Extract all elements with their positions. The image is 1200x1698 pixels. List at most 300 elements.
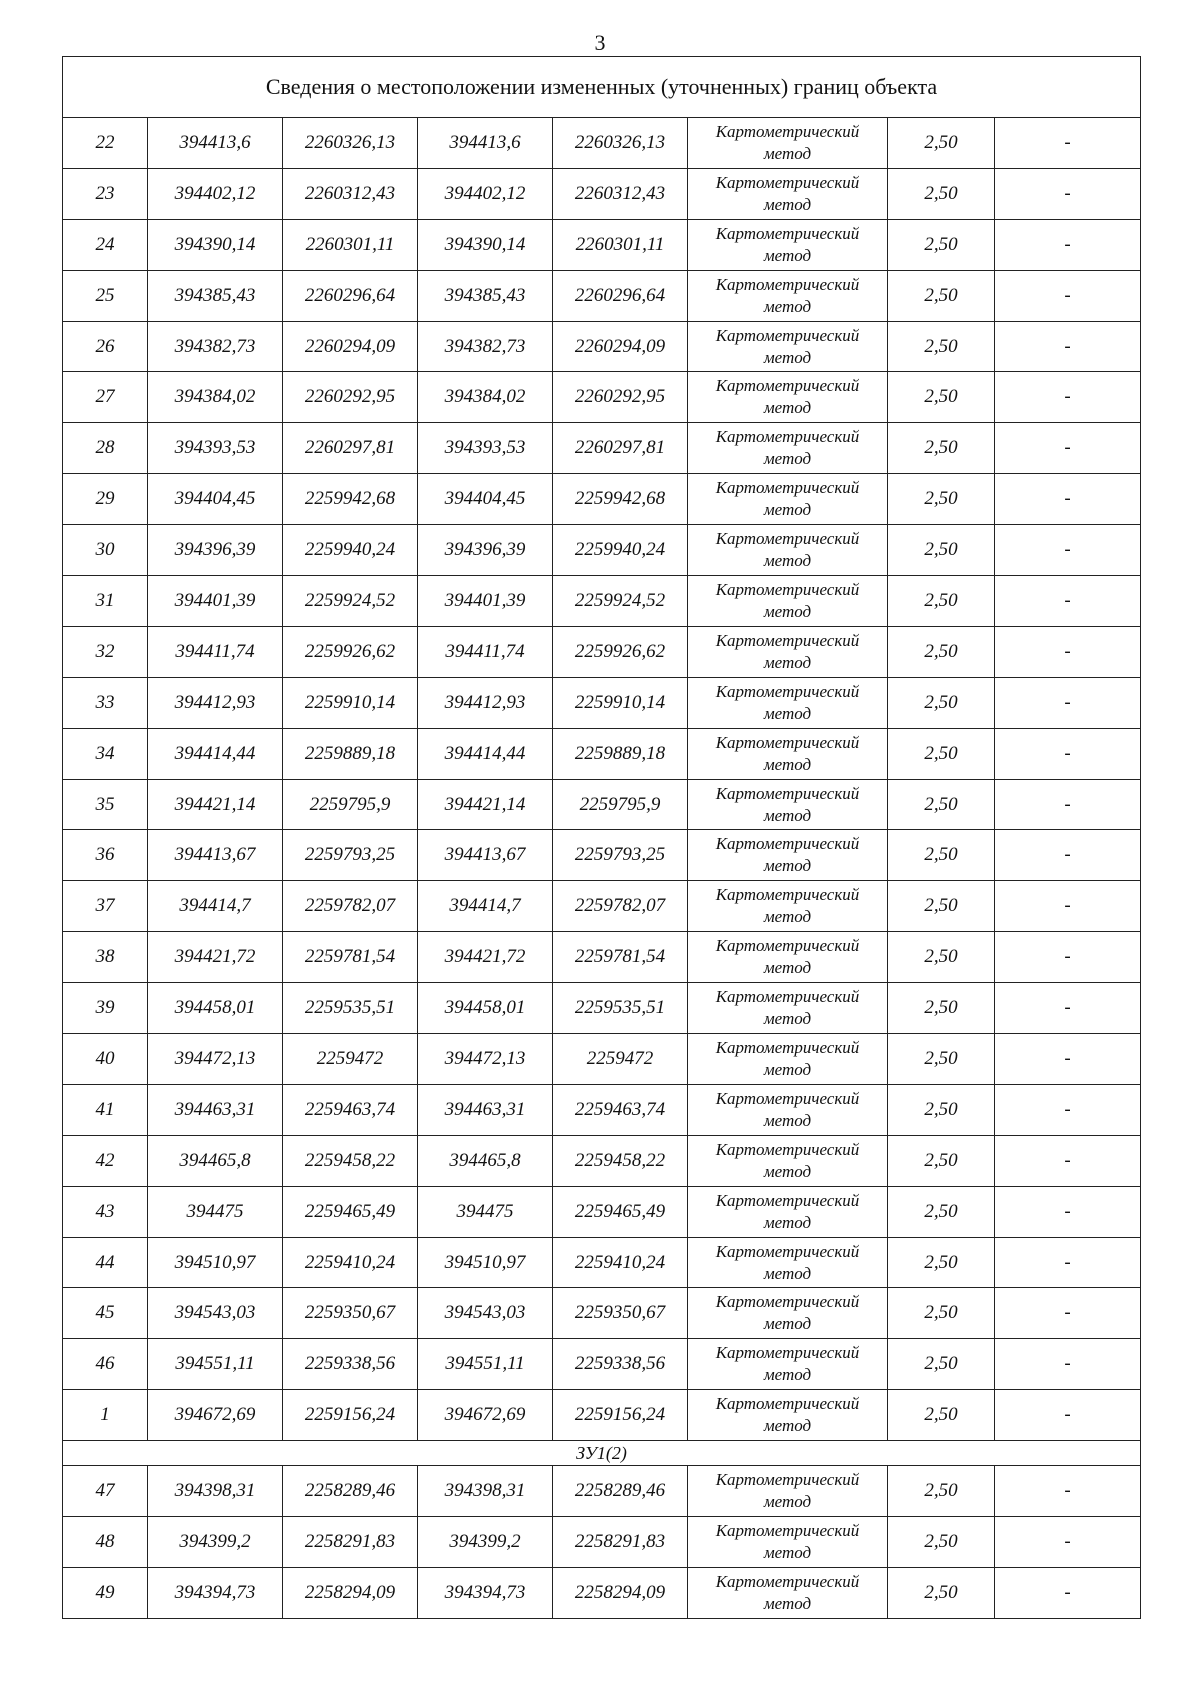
method-line-2: метод [763, 907, 812, 927]
accuracy-cell: 2,50 [888, 1034, 995, 1085]
method-line-2: метод [763, 703, 812, 723]
method-line-1: Картометрический [715, 732, 860, 752]
y-refined-cell: 2259782,07 [553, 881, 688, 932]
x-existing-cell: 394394,73 [148, 1567, 283, 1618]
method-cell [688, 168, 888, 219]
note-cell: - [995, 372, 1141, 423]
x-refined-cell: 394412,93 [418, 677, 553, 728]
note-cell: - [995, 830, 1141, 881]
point-number-cell: 39 [63, 983, 148, 1034]
boundary-coordinates-table [62, 56, 1141, 1619]
note-cell: - [995, 1339, 1141, 1390]
y-refined-cell: 2260326,13 [553, 118, 688, 169]
accuracy-cell: 2,50 [888, 168, 995, 219]
note-cell: - [995, 321, 1141, 372]
method-line-2: метод [763, 1110, 812, 1130]
method-line-2: метод [763, 194, 812, 214]
table-row [63, 168, 1141, 219]
method-line-1: Картометрический [715, 121, 860, 141]
method-cell [688, 830, 888, 881]
x-refined-cell: 394382,73 [418, 321, 553, 372]
x-existing-cell: 394390,14 [148, 219, 283, 270]
y-existing-cell: 2259793,25 [283, 830, 418, 881]
method-line-2: метод [763, 958, 812, 978]
y-refined-cell: 2259795,9 [553, 779, 688, 830]
method-cell [688, 1567, 888, 1618]
note-cell: - [995, 423, 1141, 474]
note-cell: - [995, 1466, 1141, 1517]
method-line-2: метод [763, 449, 812, 469]
point-number-cell: 41 [63, 1084, 148, 1135]
method-line-2: метод [763, 754, 812, 774]
method-line-1: Картометрический [715, 885, 860, 905]
x-refined-cell: 394402,12 [418, 168, 553, 219]
method-cell [688, 423, 888, 474]
y-refined-cell: 2259463,74 [553, 1084, 688, 1135]
method-line-1: Картометрический [715, 834, 860, 854]
x-refined-cell: 394394,73 [418, 1567, 553, 1618]
x-existing-cell: 394421,14 [148, 779, 283, 830]
method-line-2: метод [763, 1212, 812, 1232]
table-title: Сведения о местоположении измененных (уточненных) границ объекта [63, 57, 1141, 118]
x-refined-cell: 394421,72 [418, 932, 553, 983]
y-refined-cell: 2258289,46 [553, 1466, 688, 1517]
point-number-cell: 42 [63, 1135, 148, 1186]
accuracy-cell: 2,50 [888, 1567, 995, 1618]
method-line-2: метод [763, 1263, 812, 1283]
accuracy-cell: 2,50 [888, 983, 995, 1034]
method-line-2: метод [763, 1314, 812, 1334]
note-cell: - [995, 677, 1141, 728]
method-cell [688, 1390, 888, 1441]
table-row [63, 1186, 1141, 1237]
note-cell: - [995, 1517, 1141, 1568]
x-refined-cell: 394384,02 [418, 372, 553, 423]
note-cell: - [995, 270, 1141, 321]
method-line-2: метод [763, 856, 812, 876]
accuracy-cell: 2,50 [888, 1237, 995, 1288]
x-existing-cell: 394413,67 [148, 830, 283, 881]
point-number-cell: 23 [63, 168, 148, 219]
y-refined-cell: 2259338,56 [553, 1339, 688, 1390]
note-cell: - [995, 881, 1141, 932]
method-cell [688, 525, 888, 576]
method-line-2: метод [763, 601, 812, 621]
method-line-2: метод [763, 652, 812, 672]
table-row [63, 1390, 1141, 1441]
y-refined-cell: 2259410,24 [553, 1237, 688, 1288]
method-cell [688, 1135, 888, 1186]
method-cell [688, 881, 888, 932]
point-number-cell: 45 [63, 1288, 148, 1339]
method-line-1: Картометрический [715, 987, 860, 1007]
table-row [63, 321, 1141, 372]
y-existing-cell: 2260312,43 [283, 168, 418, 219]
method-line-1: Картометрический [715, 1241, 860, 1261]
y-refined-cell: 2259535,51 [553, 983, 688, 1034]
method-line-1: Картометрический [715, 1520, 860, 1540]
x-refined-cell: 394396,39 [418, 525, 553, 576]
point-number-cell: 30 [63, 525, 148, 576]
table-row [63, 626, 1141, 677]
point-number-cell: 28 [63, 423, 148, 474]
point-number-cell: 36 [63, 830, 148, 881]
x-existing-cell: 394672,69 [148, 1390, 283, 1441]
method-line-2: метод [763, 1009, 812, 1029]
y-existing-cell: 2259463,74 [283, 1084, 418, 1135]
y-existing-cell: 2258289,46 [283, 1466, 418, 1517]
x-existing-cell: 394413,6 [148, 118, 283, 169]
x-refined-cell: 394398,31 [418, 1466, 553, 1517]
note-cell: - [995, 728, 1141, 779]
x-existing-cell: 394411,74 [148, 626, 283, 677]
y-existing-cell: 2259472 [283, 1034, 418, 1085]
method-cell [688, 932, 888, 983]
y-refined-cell: 2259942,68 [553, 474, 688, 525]
y-existing-cell: 2258291,83 [283, 1517, 418, 1568]
table-row [63, 1567, 1141, 1618]
x-refined-cell: 394404,45 [418, 474, 553, 525]
point-number-cell: 31 [63, 576, 148, 627]
method-cell [688, 728, 888, 779]
x-refined-cell: 394421,14 [418, 779, 553, 830]
point-number-cell: 43 [63, 1186, 148, 1237]
note-cell: - [995, 168, 1141, 219]
table-body [63, 57, 1141, 1619]
y-refined-cell: 2259889,18 [553, 728, 688, 779]
x-existing-cell: 394414,7 [148, 881, 283, 932]
point-number-cell: 44 [63, 1237, 148, 1288]
method-cell [688, 372, 888, 423]
x-existing-cell: 394399,2 [148, 1517, 283, 1568]
method-cell [688, 626, 888, 677]
table-row [63, 576, 1141, 627]
method-line-2: метод [763, 805, 812, 825]
y-refined-cell: 2260297,81 [553, 423, 688, 474]
table-title-row [63, 57, 1141, 118]
x-existing-cell: 394510,97 [148, 1237, 283, 1288]
y-existing-cell: 2260292,95 [283, 372, 418, 423]
method-cell [688, 1339, 888, 1390]
x-existing-cell: 394475 [148, 1186, 283, 1237]
x-existing-cell: 394398,31 [148, 1466, 283, 1517]
y-existing-cell: 2259465,49 [283, 1186, 418, 1237]
y-refined-cell: 2260292,95 [553, 372, 688, 423]
point-number-cell: 27 [63, 372, 148, 423]
point-number-cell: 34 [63, 728, 148, 779]
y-existing-cell: 2260297,81 [283, 423, 418, 474]
method-line-2: метод [763, 500, 812, 520]
note-cell: - [995, 932, 1141, 983]
table-row [63, 1237, 1141, 1288]
y-existing-cell: 2259410,24 [283, 1237, 418, 1288]
method-cell [688, 1034, 888, 1085]
method-line-2: метод [763, 296, 812, 316]
x-existing-cell: 394402,12 [148, 168, 283, 219]
accuracy-cell: 2,50 [888, 219, 995, 270]
accuracy-cell: 2,50 [888, 372, 995, 423]
table-row [63, 779, 1141, 830]
point-number-cell: 24 [63, 219, 148, 270]
method-cell [688, 1466, 888, 1517]
method-line-1: Картометрический [715, 630, 860, 650]
accuracy-cell: 2,50 [888, 626, 995, 677]
note-cell: - [995, 219, 1141, 270]
x-refined-cell: 394414,44 [418, 728, 553, 779]
method-line-1: Картометрический [715, 681, 860, 701]
note-cell: - [995, 1390, 1141, 1441]
accuracy-cell: 2,50 [888, 881, 995, 932]
x-existing-cell: 394465,8 [148, 1135, 283, 1186]
y-existing-cell: 2259910,14 [283, 677, 418, 728]
method-line-2: метод [763, 143, 812, 163]
method-cell [688, 474, 888, 525]
note-cell: - [995, 118, 1141, 169]
method-line-1: Картометрический [715, 1037, 860, 1057]
point-number-cell: 48 [63, 1517, 148, 1568]
method-line-1: Картометрический [715, 936, 860, 956]
y-refined-cell: 2259910,14 [553, 677, 688, 728]
method-cell [688, 219, 888, 270]
method-cell [688, 576, 888, 627]
x-refined-cell: 394413,67 [418, 830, 553, 881]
table-row [63, 525, 1141, 576]
method-line-2: метод [763, 245, 812, 265]
method-line-1: Картометрический [715, 427, 860, 447]
method-line-2: метод [763, 1593, 812, 1613]
accuracy-cell: 2,50 [888, 576, 995, 627]
y-existing-cell: 2260301,11 [283, 219, 418, 270]
x-refined-cell: 394472,13 [418, 1034, 553, 1085]
method-line-1: Картометрический [715, 478, 860, 498]
y-refined-cell: 2260312,43 [553, 168, 688, 219]
accuracy-cell: 2,50 [888, 270, 995, 321]
method-line-2: метод [763, 1161, 812, 1181]
method-cell [688, 1288, 888, 1339]
accuracy-cell: 2,50 [888, 932, 995, 983]
point-number-cell: 26 [63, 321, 148, 372]
x-existing-cell: 394401,39 [148, 576, 283, 627]
x-refined-cell: 394458,01 [418, 983, 553, 1034]
x-refined-cell: 394543,03 [418, 1288, 553, 1339]
method-line-1: Картометрический [715, 223, 860, 243]
section-label: ЗУ1(2) [63, 1441, 1141, 1466]
method-line-2: метод [763, 398, 812, 418]
y-refined-cell: 2259156,24 [553, 1390, 688, 1441]
table-row [63, 219, 1141, 270]
x-refined-cell: 394475 [418, 1186, 553, 1237]
point-number-cell: 1 [63, 1390, 148, 1441]
note-cell: - [995, 1237, 1141, 1288]
table-row [63, 423, 1141, 474]
point-number-cell: 32 [63, 626, 148, 677]
point-number-cell: 25 [63, 270, 148, 321]
point-number-cell: 49 [63, 1567, 148, 1618]
x-existing-cell: 394393,53 [148, 423, 283, 474]
accuracy-cell: 2,50 [888, 1084, 995, 1135]
point-number-cell: 35 [63, 779, 148, 830]
method-line-1: Картометрический [715, 1190, 860, 1210]
x-refined-cell: 394399,2 [418, 1517, 553, 1568]
accuracy-cell: 2,50 [888, 1517, 995, 1568]
table-row [63, 1466, 1141, 1517]
y-refined-cell: 2260296,64 [553, 270, 688, 321]
accuracy-cell: 2,50 [888, 1135, 995, 1186]
x-refined-cell: 394393,53 [418, 423, 553, 474]
table-row [63, 1517, 1141, 1568]
y-existing-cell: 2260326,13 [283, 118, 418, 169]
accuracy-cell: 2,50 [888, 779, 995, 830]
table-row [63, 881, 1141, 932]
method-line-2: метод [763, 1365, 812, 1385]
method-cell [688, 1517, 888, 1568]
y-existing-cell: 2259924,52 [283, 576, 418, 627]
y-refined-cell: 2260301,11 [553, 219, 688, 270]
x-existing-cell: 394385,43 [148, 270, 283, 321]
x-existing-cell: 394472,13 [148, 1034, 283, 1085]
y-existing-cell: 2259795,9 [283, 779, 418, 830]
point-number-cell: 29 [63, 474, 148, 525]
table-row [63, 1034, 1141, 1085]
y-refined-cell: 2259472 [553, 1034, 688, 1085]
note-cell: - [995, 474, 1141, 525]
x-existing-cell: 394404,45 [148, 474, 283, 525]
note-cell: - [995, 525, 1141, 576]
table-row [63, 118, 1141, 169]
y-existing-cell: 2259782,07 [283, 881, 418, 932]
accuracy-cell: 2,50 [888, 1288, 995, 1339]
x-refined-cell: 394510,97 [418, 1237, 553, 1288]
point-number-cell: 37 [63, 881, 148, 932]
method-cell [688, 321, 888, 372]
y-refined-cell: 2259793,25 [553, 830, 688, 881]
method-line-1: Картометрический [715, 376, 860, 396]
method-cell [688, 1237, 888, 1288]
method-line-1: Картометрический [715, 325, 860, 345]
y-existing-cell: 2259926,62 [283, 626, 418, 677]
y-existing-cell: 2258294,09 [283, 1567, 418, 1618]
table-row [63, 1288, 1141, 1339]
point-number-cell: 38 [63, 932, 148, 983]
y-existing-cell: 2260296,64 [283, 270, 418, 321]
y-existing-cell: 2259458,22 [283, 1135, 418, 1186]
y-existing-cell: 2259156,24 [283, 1390, 418, 1441]
y-refined-cell: 2259781,54 [553, 932, 688, 983]
x-existing-cell: 394396,39 [148, 525, 283, 576]
method-cell [688, 270, 888, 321]
y-refined-cell: 2259458,22 [553, 1135, 688, 1186]
y-existing-cell: 2259350,67 [283, 1288, 418, 1339]
point-number-cell: 22 [63, 118, 148, 169]
point-number-cell: 47 [63, 1466, 148, 1517]
y-existing-cell: 2259781,54 [283, 932, 418, 983]
method-cell [688, 1186, 888, 1237]
accuracy-cell: 2,50 [888, 423, 995, 474]
note-cell: - [995, 626, 1141, 677]
method-line-1: Картометрический [715, 1292, 860, 1312]
x-refined-cell: 394465,8 [418, 1135, 553, 1186]
x-refined-cell: 394385,43 [418, 270, 553, 321]
method-line-2: метод [763, 1542, 812, 1562]
page-number: 3 [594, 30, 606, 55]
method-cell [688, 118, 888, 169]
table-row [63, 474, 1141, 525]
accuracy-cell: 2,50 [888, 321, 995, 372]
y-existing-cell: 2259535,51 [283, 983, 418, 1034]
y-existing-cell: 2259942,68 [283, 474, 418, 525]
note-cell: - [995, 1567, 1141, 1618]
accuracy-cell: 2,50 [888, 474, 995, 525]
table-row [63, 983, 1141, 1034]
table-row [63, 372, 1141, 423]
x-refined-cell: 394414,7 [418, 881, 553, 932]
accuracy-cell: 2,50 [888, 1186, 995, 1237]
accuracy-cell: 2,50 [888, 1339, 995, 1390]
accuracy-cell: 2,50 [888, 677, 995, 728]
y-refined-cell: 2259465,49 [553, 1186, 688, 1237]
section-row [63, 1441, 1141, 1466]
y-refined-cell: 2259926,62 [553, 626, 688, 677]
x-refined-cell: 394401,39 [418, 576, 553, 627]
note-cell: - [995, 1034, 1141, 1085]
table-row [63, 932, 1141, 983]
y-refined-cell: 2259940,24 [553, 525, 688, 576]
table-row [63, 728, 1141, 779]
method-line-1: Картометрический [715, 1139, 860, 1159]
x-existing-cell: 394551,11 [148, 1339, 283, 1390]
method-line-2: метод [763, 347, 812, 367]
note-cell: - [995, 983, 1141, 1034]
x-existing-cell: 394414,44 [148, 728, 283, 779]
y-refined-cell: 2258291,83 [553, 1517, 688, 1568]
x-refined-cell: 394551,11 [418, 1339, 553, 1390]
y-refined-cell: 2259350,67 [553, 1288, 688, 1339]
method-line-1: Картометрический [715, 274, 860, 294]
method-line-1: Картометрический [715, 529, 860, 549]
method-line-1: Картометрический [715, 1470, 860, 1490]
x-existing-cell: 394463,31 [148, 1084, 283, 1135]
x-refined-cell: 394390,14 [418, 219, 553, 270]
accuracy-cell: 2,50 [888, 728, 995, 779]
method-cell [688, 983, 888, 1034]
x-refined-cell: 394463,31 [418, 1084, 553, 1135]
point-number-cell: 40 [63, 1034, 148, 1085]
note-cell: - [995, 779, 1141, 830]
y-existing-cell: 2259940,24 [283, 525, 418, 576]
x-existing-cell: 394412,93 [148, 677, 283, 728]
accuracy-cell: 2,50 [888, 525, 995, 576]
method-cell [688, 1084, 888, 1135]
y-existing-cell: 2259889,18 [283, 728, 418, 779]
y-refined-cell: 2258294,09 [553, 1567, 688, 1618]
table-row [63, 1084, 1141, 1135]
y-refined-cell: 2259924,52 [553, 576, 688, 627]
x-existing-cell: 394382,73 [148, 321, 283, 372]
x-refined-cell: 394672,69 [418, 1390, 553, 1441]
table-row [63, 677, 1141, 728]
note-cell: - [995, 1135, 1141, 1186]
method-line-1: Картометрический [715, 172, 860, 192]
method-cell [688, 779, 888, 830]
point-number-cell: 33 [63, 677, 148, 728]
accuracy-cell: 2,50 [888, 1390, 995, 1441]
method-line-2: метод [763, 551, 812, 571]
method-line-2: метод [763, 1492, 812, 1512]
accuracy-cell: 2,50 [888, 118, 995, 169]
x-refined-cell: 394413,6 [418, 118, 553, 169]
method-line-1: Картометрический [715, 579, 860, 599]
table-row [63, 1339, 1141, 1390]
